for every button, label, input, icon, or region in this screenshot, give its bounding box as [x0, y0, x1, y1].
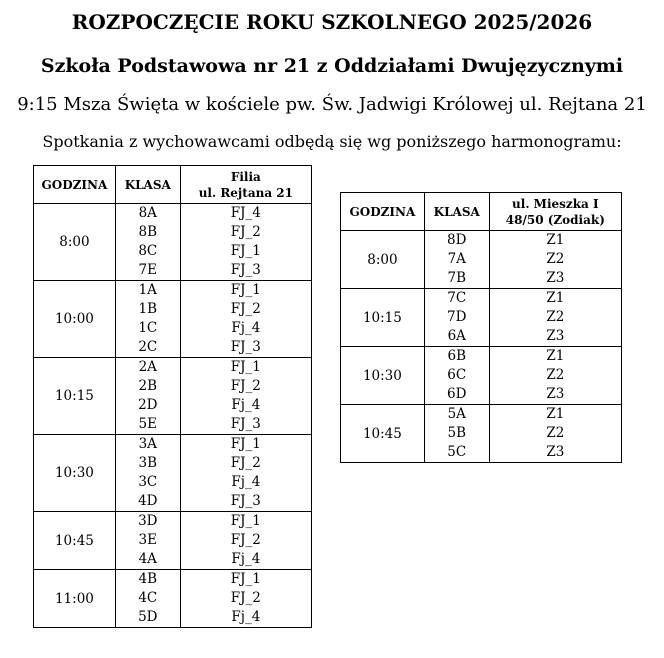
class-cell [115, 512, 180, 570]
room-label: Z3 [546, 386, 565, 402]
schedule-intro: Spotkania z wychowawcami odbędą się wg poniższego harmonogramu: [42, 132, 622, 151]
room-label: FJ_2 [230, 301, 261, 317]
class-label: 4D [138, 493, 158, 509]
class-label: 2C [138, 339, 158, 355]
document-title: ROZPOCZĘCIE ROKU SZKOLNEGO 2025/2026 [71, 10, 593, 34]
table-row [34, 512, 312, 570]
class-label: 6B [447, 348, 466, 364]
class-label: 4B [138, 571, 158, 587]
schedule-table-rejtana [33, 165, 312, 628]
room-label: FJ_3 [230, 339, 261, 355]
table-row [341, 289, 622, 347]
room-label: Fj_4 [231, 474, 261, 490]
room-cell [489, 347, 621, 405]
class-label: 3B [138, 455, 158, 471]
schedule-table-zodiak [340, 192, 622, 463]
header-godzina: GODZINA [341, 193, 425, 231]
class-cell [424, 405, 489, 463]
class-label: 3E [138, 532, 157, 548]
header-klasa: KLASA [424, 193, 489, 231]
room-label: FJ_1 [230, 282, 261, 298]
room-label: FJ_2 [230, 224, 261, 240]
room-label: Z1 [546, 406, 565, 422]
room-cell [180, 435, 311, 512]
class-cell [115, 204, 180, 281]
class-label: 2A [138, 359, 157, 375]
class-label: 8B [138, 224, 158, 240]
room-label: Fj_4 [231, 397, 261, 413]
class-cell [424, 231, 489, 289]
school-name: Szkoła Podstawowa nr 21 z Oddziałami Dwujęzycznymi [40, 55, 624, 77]
table-row [341, 231, 622, 289]
room-cell [489, 405, 621, 463]
time-cell: 10:15 [341, 289, 425, 347]
room-cell [180, 281, 311, 358]
time-cell: 8:00 [34, 204, 116, 281]
room-label: FJ_1 [230, 243, 261, 259]
room-label: FJ_1 [230, 359, 261, 375]
room-cell [180, 512, 311, 570]
class-label: 3D [138, 513, 158, 529]
class-label: 5E [138, 416, 157, 432]
room-cell [180, 570, 311, 628]
class-label: 7C [447, 290, 467, 306]
class-label: 2B [138, 378, 158, 394]
table-row [341, 405, 622, 463]
header-location-line2: ul. Rejtana 21 [198, 185, 293, 200]
class-label: 5C [447, 444, 467, 460]
class-label: 8A [138, 205, 157, 221]
room-label: FJ_2 [230, 378, 261, 394]
time-cell: 10:45 [34, 512, 116, 570]
header-location-line1: ul. Mieszka I [512, 196, 599, 211]
table-header-row [341, 193, 622, 231]
room-label: Z1 [546, 348, 565, 364]
time-cell: 8:00 [341, 231, 425, 289]
class-label: 6C [447, 367, 467, 383]
class-label: 8C [138, 243, 158, 259]
class-label: 4C [138, 590, 158, 606]
time-cell: 10:00 [34, 281, 116, 358]
class-cell [115, 435, 180, 512]
class-label: 7E [138, 262, 157, 278]
room-label: Z1 [546, 232, 565, 248]
room-label: FJ_2 [230, 455, 261, 471]
room-label: FJ_2 [230, 532, 261, 548]
class-label: 2D [138, 397, 158, 413]
class-cell [424, 347, 489, 405]
header-location-line1: Filia [230, 169, 261, 184]
room-label: FJ_1 [230, 436, 261, 452]
table-body [34, 204, 312, 628]
room-label: FJ_3 [230, 262, 261, 278]
time-cell: 10:45 [341, 405, 425, 463]
table-row [341, 347, 622, 405]
table-row [34, 281, 312, 358]
room-label: FJ_3 [230, 416, 261, 432]
room-label: FJ_4 [230, 205, 261, 221]
class-label: 6D [447, 386, 467, 402]
header-location-line2: 48/50 (Zodiak) [505, 212, 605, 227]
room-label: Z2 [546, 367, 565, 383]
class-cell [115, 281, 180, 358]
room-label: Z2 [546, 425, 565, 441]
time-cell: 10:15 [34, 358, 116, 435]
class-cell [115, 358, 180, 435]
class-label: 5B [447, 425, 466, 441]
class-label: 3C [138, 474, 158, 490]
class-cell [115, 570, 180, 628]
room-label: Z2 [546, 251, 565, 267]
mass-info: 9:15 Msza Święta w kościele pw. Św. Jadwigi Królowej ul. Rejtana 21 [17, 94, 647, 115]
room-label: Z3 [546, 444, 565, 460]
header-klasa: KLASA [115, 166, 180, 204]
header-location [489, 193, 621, 231]
room-cell [489, 289, 621, 347]
time-cell: 11:00 [34, 570, 116, 628]
class-label: 6A [447, 328, 466, 344]
class-label: 8D [447, 232, 467, 248]
header-godzina: GODZINA [34, 166, 116, 204]
class-label: 3A [138, 436, 157, 452]
class-label: 7D [447, 309, 467, 325]
class-label: 7A [447, 251, 466, 267]
class-label: 4A [138, 551, 157, 567]
room-label: Z3 [546, 328, 565, 344]
table-row [34, 570, 312, 628]
room-label: Z2 [546, 309, 565, 325]
class-label: 1A [138, 282, 157, 298]
room-label: Z3 [546, 270, 565, 286]
room-label: FJ_1 [230, 571, 261, 587]
room-label: FJ_2 [230, 590, 261, 606]
room-label: Fj_4 [231, 320, 261, 336]
class-label: 1B [138, 301, 158, 317]
room-label: Fj_4 [231, 609, 261, 625]
room-cell [489, 231, 621, 289]
class-label: 5A [447, 406, 466, 422]
room-label: FJ_1 [230, 513, 261, 529]
class-label: 7B [447, 270, 466, 286]
room-label: FJ_3 [230, 493, 261, 509]
table-body [341, 231, 622, 463]
class-cell [424, 289, 489, 347]
class-label: 1C [138, 320, 158, 336]
time-cell: 10:30 [341, 347, 425, 405]
room-cell [180, 358, 311, 435]
table-header-row [34, 166, 312, 204]
header-location [180, 166, 311, 204]
table-row [34, 435, 312, 512]
table-row [34, 204, 312, 281]
room-cell [180, 204, 311, 281]
time-cell: 10:30 [34, 435, 116, 512]
room-label: Fj_4 [231, 551, 261, 567]
class-label: 5D [138, 609, 158, 625]
table-row [34, 358, 312, 435]
room-label: Z1 [546, 290, 565, 306]
